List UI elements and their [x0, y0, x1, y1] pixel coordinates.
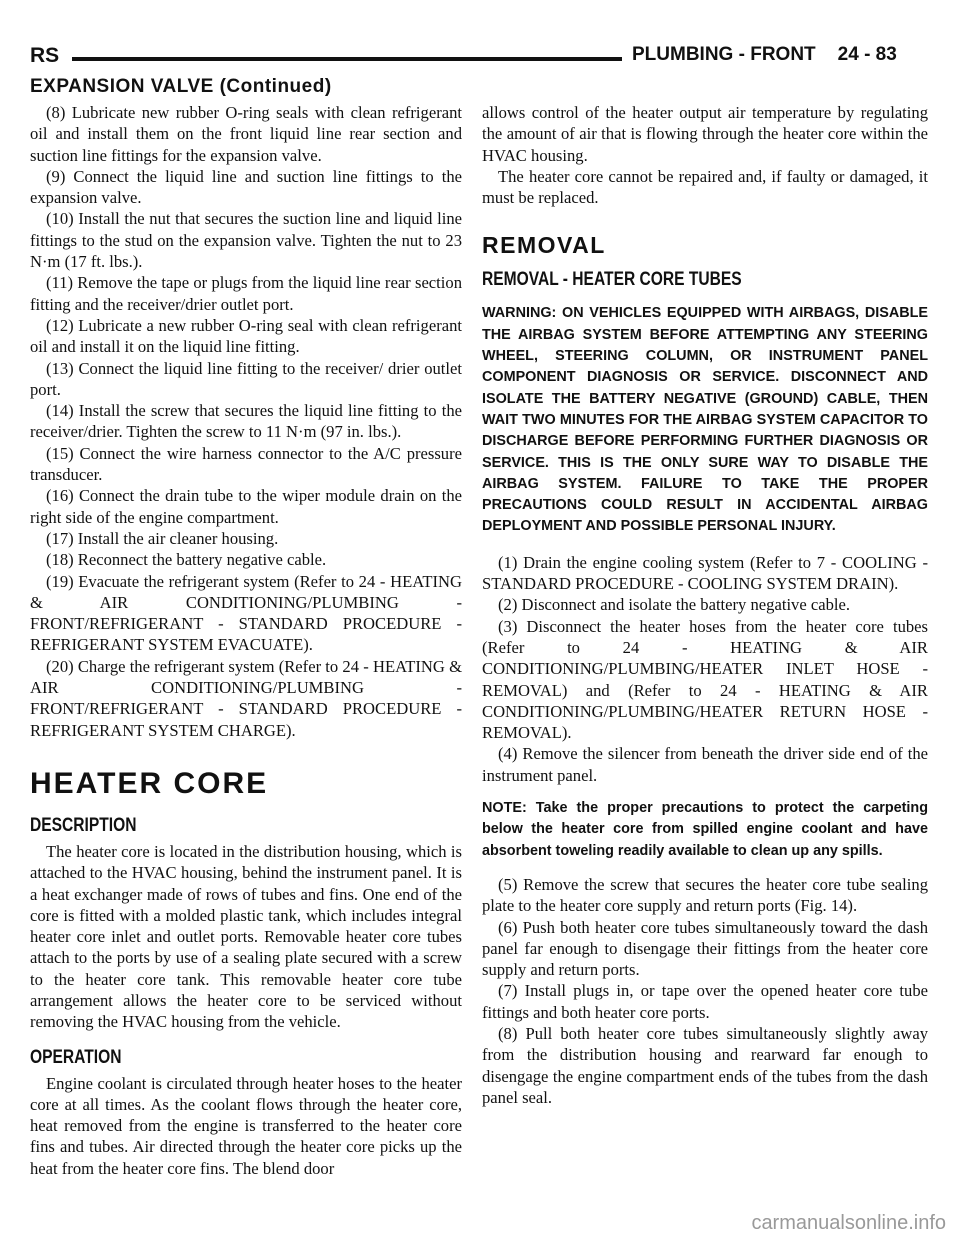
step-10: (10) Install the nut that secures the suction line and liquid line fittings to the stud on the expansion valve. Tighten the nut to 23 N·m (17 ft. lbs.).: [30, 209, 462, 272]
right-column: [482, 102, 928, 1108]
removal-step-6: (6) Push both heater core tubes simultaneously toward the dash panel far enough to disengage their fittings from the heater core supply and return ports.: [482, 917, 928, 980]
airbag-warning: WARNING: ON VEHICLES EQUIPPED WITH AIRBAGS, DISABLE THE AIRBAG SYSTEM BEFORE ATTEMPTING ANY STEERING WHEEL, STEERING COLUMN, OR INSTRUMENT PANEL COMPONENT DIAGNOSIS OR SERVICE. DISCONNECT AND ISOLATE THE BATTERY NEGATIVE (GROUND) CABLE, THEN WAIT TWO MINUTES FOR THE AIRBAG SYSTEM CAPACITOR TO DISCHARGE BEFORE PERFORMING FURTHER DIAGNOSIS OR SERVICE. THIS IS THE ONLY SURE WAY TO DISABLE THE AIRBAG SYSTEM. FAILURE TO TAKE THE PROPER PRECAUTIONS COULD RESULT IN ACCIDENTAL AIRBAG DEPLOYMENT AND POSSIBLE PERSONAL INJURY.: [482, 305, 928, 535]
step-20: (20) Charge the refrigerant system (Refer to 24 - HEATING & AIR CONDITIONING/PLUMBING - FRONT/REFRIGERANT - STANDARD PROCEDURE - REFRIGERANT SYSTEM CHARGE).: [30, 656, 462, 740]
removal-step-7: (7) Install plugs in, or tape over the opened heater core tube fittings and both heater core ports.: [482, 981, 928, 1022]
step-8: (8) Lubricate new rubber O-ring seals with clean refrigerant oil and install them on the front liquid line rear section and suction line fittings for the expansion valve.: [30, 103, 462, 165]
coolant-note: NOTE: Take the proper precautions to protect the carpeting below the heater core from spilled engine coolant and have absorbent toweling readily available to clean up any spills.: [482, 800, 928, 859]
step-18: (18) Reconnect the battery negative cable.: [46, 550, 327, 570]
removal-step-4: (4) Remove the silencer from beneath the driver side end of the instrument panel.: [482, 744, 928, 785]
removal-step-8: (8) Pull both heater core tubes simultaneously slightly away from the distribution housing and rearward far enough to disengage the engine compartment ends of the tubes from the dash panel seal.: [482, 1023, 928, 1107]
operation-heading: OPERATION: [30, 1046, 122, 1068]
step-15: (15) Connect the wire harness connector to the A/C pressure transducer.: [30, 443, 462, 485]
operation-text: Engine coolant is circulated through heater hoses to the heater core at all times. As the coolant flows through the heater core, heat removed from the engine is transferred to the heater core fins and tubes. Air directed through the heater core picks up the heat from the heater core fins. The blend door: [30, 1073, 462, 1178]
step-12: (12) Lubricate a new rubber O-ring seal with clean refrigerant oil and install it on the liquid line fitting.: [30, 315, 462, 357]
step-16: (16) Connect the drain tube to the wiper module drain on the right side of the engine compartment.: [30, 486, 462, 527]
step-19: (19) Evacuate the refrigerant system (Refer to 24 - HEATING & AIR CONDITIONING/PLUMBING - FRONT/REFRIGERANT - STANDARD PROCEDURE - REFRIGERANT SYSTEM EVACUATE).: [30, 571, 462, 655]
header-rule: [72, 57, 622, 61]
step-14: (14) Install the screw that secures the liquid line fitting to the receiver/drier. Tighten the screw to 11 N·m (97 in. lbs.).: [30, 401, 462, 442]
section-title: PLUMBING - FRONT: [632, 44, 816, 65]
description-text: The heater core is located in the distribution housing, which is attached to the HVAC housing, behind the instrument panel. It is a heat exchanger made of rows of tubes and fins. One end of the core is fitted with a molded plastic tank, which includes integral heater core inlet and outlet ports. Removable heater core tubes attach to the ports by use of a sealing plate secured with a screw to the heater core tank. This removable heater core tube arrangement allows the heater core to be serviced without removing the HVAC housing from the vehicle.: [30, 841, 462, 1032]
watermark: carmanualsonline.info: [751, 1212, 946, 1234]
step-9: (9) Connect the liquid line and suction line fittings to the expansion valve.: [30, 166, 462, 208]
header-right: [632, 44, 897, 66]
header-left-label: RS: [30, 44, 60, 67]
description-heading: DESCRIPTION: [30, 814, 137, 836]
continued-heading: EXPANSION VALVE (Continued): [30, 76, 332, 97]
removal-subheading: REMOVAL - HEATER CORE TUBES: [482, 269, 742, 291]
removal-heading: REMOVAL: [482, 232, 606, 259]
operation-continued: allows control of the heater output air temperature by regulating the amount of air that is flowing through the heater core within the HVAC housing.: [482, 103, 928, 165]
left-column: [30, 102, 462, 1179]
removal-step-2: (2) Disconnect and isolate the battery negative cable.: [498, 595, 851, 615]
step-17: (17) Install the air cleaner housing.: [46, 528, 279, 548]
step-13: (13) Connect the liquid line fitting to the receiver/ drier outlet port.: [30, 358, 462, 399]
removal-step-5: (5) Remove the screw that secures the heater core tube sealing plate to the heater core supply and return ports (Fig. 14).: [482, 874, 928, 916]
heater-core-heading: HEATER CORE: [30, 766, 269, 800]
removal-step-3: (3) Disconnect the heater hoses from the heater core tubes (Refer to 24 - HEATING & AIR CONDITIONING/PLUMBING/HEATER INLET HOSE - REMOVAL) and (Refer to 24 - HEATING & AIR CONDITIONING/PLUMBING/HEATER RETURN HOSE - REMOVAL).: [482, 616, 928, 743]
page-number: 24 - 83: [837, 44, 897, 65]
step-11: (11) Remove the tape or plugs from the liquid line rear section fitting and the receiver/drier outlet port.: [30, 273, 462, 314]
removal-step-1: (1) Drain the engine cooling system (Refer to 7 - COOLING - STANDARD PROCEDURE - COOLING SYSTEM DRAIN).: [482, 552, 928, 594]
repair-note: The heater core cannot be repaired and, if faulty or damaged, it must be replaced.: [482, 166, 928, 208]
